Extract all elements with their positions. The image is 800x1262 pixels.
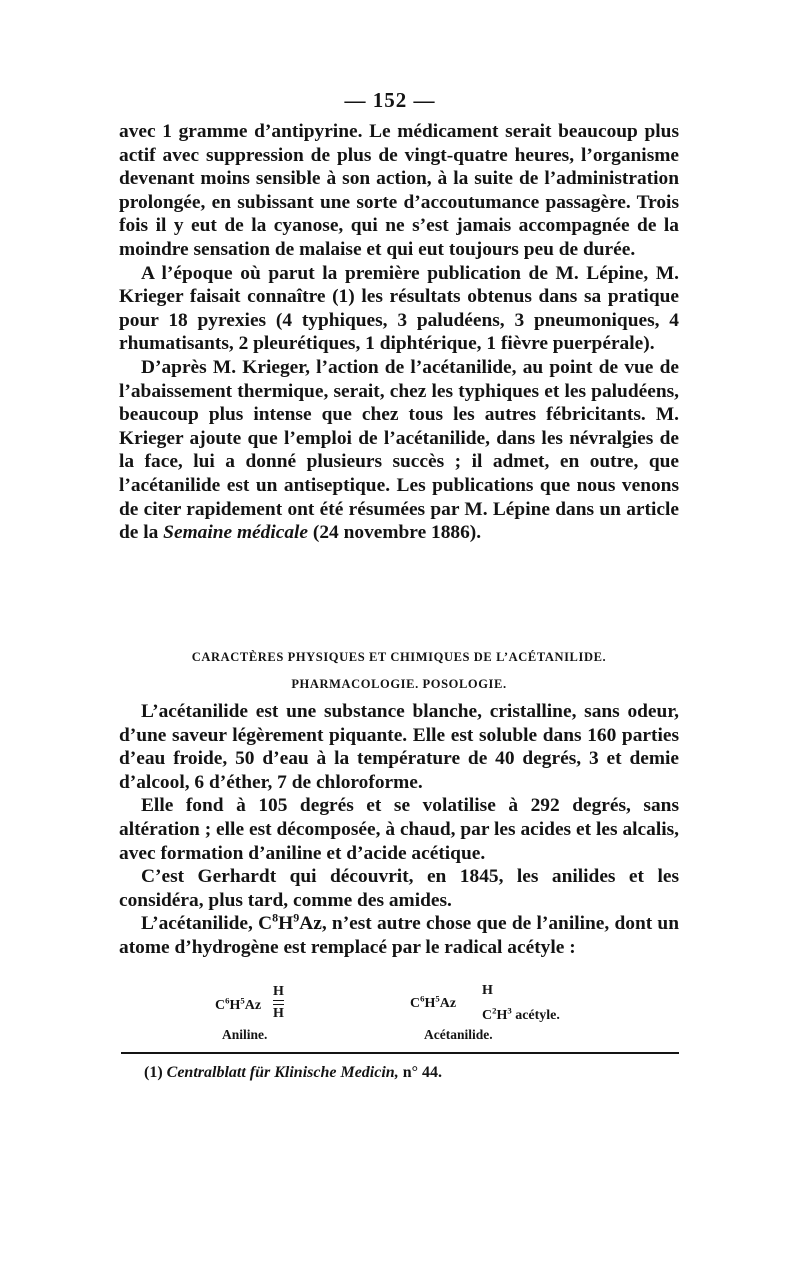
footnote bbox=[144, 1064, 442, 1082]
paragraph-text: (24 novembre 1886). bbox=[308, 522, 482, 544]
superscript: 9 bbox=[293, 910, 300, 925]
section-text-block bbox=[119, 700, 679, 960]
paragraph: A l’époque où parut la première publication de M. Lépine, M. Krieger faisait connaître (1) les résultats obtenus dans sa pratique pour 18 pyrexies (4 typhiques, 3 paludéens, 3 pneumoniques, 4 rhumatisants, 2 pleurétiques, 1 diphtérique, 1 fièvre puerpérale). bbox=[119, 262, 679, 355]
paragraph: avec 1 gramme d’antipyrine. Le médicament serait beaucoup plus actif avec suppression de plus de vingt-quatre heures, l’organisme devenant moins sensible à son action, à la suite de l’administration prolongée, en subissant une sorte d’accoutumance passagère. Trois fois il y eut de la cyanose, qui ne s’est jamais accompagnée de la moindre sensation de malaise et qui eut toujours peu de durée. bbox=[119, 121, 679, 260]
footnote-ref: n° 44. bbox=[398, 1064, 442, 1081]
acetanilide-caption: Acétanilide. bbox=[424, 1027, 493, 1042]
superscript: 8 bbox=[272, 910, 279, 925]
paragraph-text: Az, n’est autre chose que de l’aniline, dont un atome d’hydrogène est remplacé par le radical acétyle : bbox=[119, 913, 679, 958]
formula-bottom-h: H bbox=[273, 1006, 284, 1021]
footnote-title: Centralblatt für Klinische Medicin, bbox=[166, 1064, 399, 1081]
paragraph-text: H bbox=[278, 913, 294, 935]
paragraph-text: L’acétanilide, C bbox=[141, 913, 273, 935]
formula-base: $C^6H^5Az$ bbox=[410, 993, 457, 1011]
paragraph bbox=[119, 912, 679, 959]
footnote-divider bbox=[121, 1052, 679, 1054]
formula-bond bbox=[273, 1000, 284, 1001]
formula-base: $C^6H^5Az$ bbox=[215, 995, 262, 1013]
section-heading: CARACTÈRES PHYSIQUES ET CHIMIQUES DE L’ACÉTANILIDE. bbox=[191, 650, 607, 664]
paragraph: C’est Gerhardt qui découvrit, en 1845, les anilides et les considéra, plus tard, comme des amides. bbox=[119, 866, 679, 911]
journal-title: Semaine médicale bbox=[163, 522, 309, 544]
page-number: — 152 — bbox=[344, 88, 436, 112]
formula-top-h: H bbox=[273, 984, 284, 999]
section-subheading: PHARMACOLOGIE. POSOLOGIE. bbox=[291, 677, 507, 691]
formula-bond bbox=[273, 1004, 284, 1005]
paragraph bbox=[119, 356, 679, 545]
footnote-marker: (1) bbox=[144, 1064, 163, 1081]
main-text-block bbox=[119, 120, 679, 545]
paragraph: Elle fond à 105 degrés et se volatilise à 292 degrés, sans altération ; elle est décomposée, à chaud, par les acides et les alcalis, avec formation d’aniline et d’acide acétique. bbox=[119, 795, 679, 864]
aniline-caption: Aniline. bbox=[222, 1027, 268, 1042]
formula-acetyl-group: $C^2H^3$ acétyle. bbox=[482, 1005, 560, 1023]
paragraph-text: D’après M. Krieger, l’action de l’acétanilide, au point de vue de l’abaissement thermique, serait, chez les typhiques et les paludéens, beaucoup plus intense que chez tous les autres fébricitants. M. Krieger ajoute que l’emploi de l’acétanilide, dans les névralgies de la face, lui a donné plusieurs succès ; il admet, en outre, que l’acétanilide est un antiseptique. Les publications que nous venons de citer rapidement ont été résumées par M. Lépine dans un article de la bbox=[119, 356, 679, 544]
formula-top-h: H bbox=[482, 983, 493, 998]
paragraph: L’acétanilide est une substance blanche, cristalline, sans odeur, d’une saveur légèrement piquante. Elle est soluble dans 160 parties d’eau froide, 50 d’eau à la température de 40 degrés, 3 et demie d’alcool, 6 d’éther, 7 de chloroforme. bbox=[119, 701, 679, 793]
